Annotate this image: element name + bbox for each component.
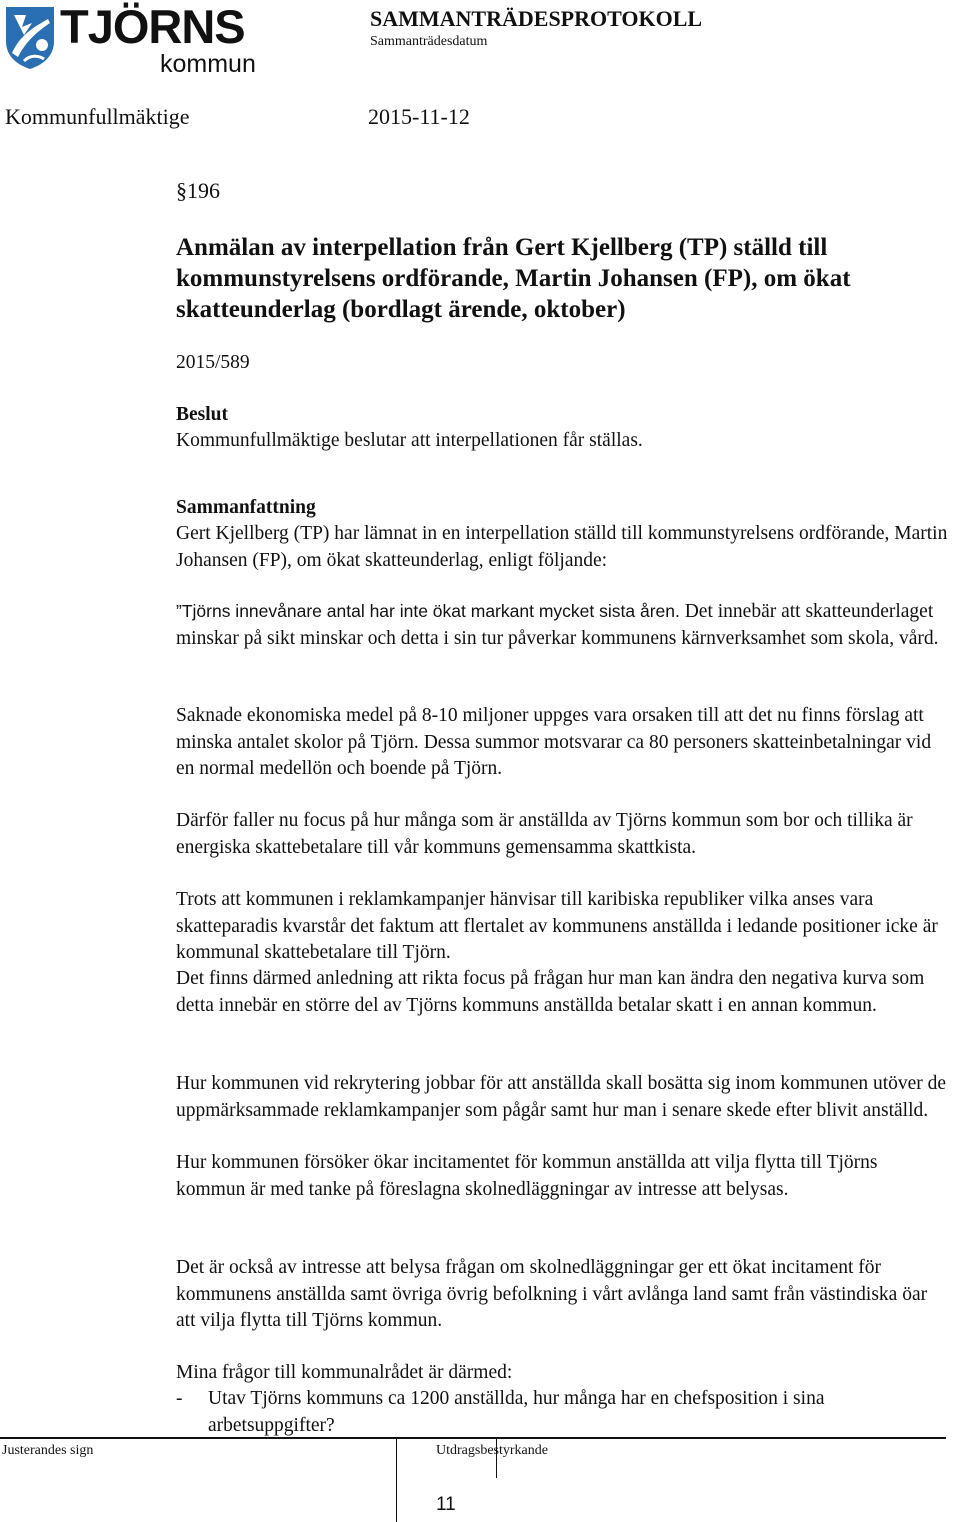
- case-number: 2015/589: [176, 352, 250, 373]
- decision-heading: Beslut: [176, 404, 229, 425]
- decision-text: Kommunfullmäktige beslutar att interpellationen får ställas.: [176, 430, 643, 451]
- footer-rule: [0, 1437, 946, 1439]
- meeting-date: 2015-11-12: [368, 104, 470, 129]
- summary-heading: Sammanfattning: [176, 497, 316, 518]
- quote-paragraph-3: Därför faller nu focus på hur många som är anställda av Tjörns kommun som bor och tillika är energiska skattebetalare till vår kommuns gemensamma skattkista.: [176, 810, 913, 858]
- quote-paragraph-8: Det är också av intresse att belysa frågan om skolnedläggningar ger ett ökat incitament för kommunens anställda samt övriga övrig befolkning i vårt avlånga land samt från västindiska öar att vilja flytta till Tjörns kommun.: [176, 1257, 928, 1331]
- list-dash: -: [176, 1388, 183, 1409]
- quote-p2b: Dessa summor motsvarar ca 80 personers skatteinbetalningar vid en normal medellön och boende på Tjörn.: [176, 731, 932, 779]
- quote-p2a: Saknade ekonomiska medel på 8-10 miljoner uppges vara orsaken till att det nu finns förslag att minska antalet skolor på Tjörn.: [176, 705, 924, 753]
- page-number: 11: [436, 1494, 456, 1515]
- coat-of-arms-icon: [4, 5, 56, 71]
- case-title: Anmälan av interpellation från Gert Kjellberg (TP) ställd till kommunstyrelsens ordförande, Martin Johansen (FP), om ökat skatteunderlag (bordlagt ärende, oktober): [176, 234, 851, 323]
- questions-heading: Mina frågor till kommunalrådet är därmed:: [176, 1362, 513, 1383]
- quote-paragraph-4: Trots att kommunen i reklamkampanjer hänvisar till karibiska republiker vilka anses vara skatteparadis kvarstår det faktum att flertalet av kommunens anställda i ledande positioner icke är kommunal skattebetalare till Tjörn.: [176, 889, 938, 963]
- question-text: Utav Tjörns kommuns ca 1200 anställda, hur många har en chefsposition i sina arbetsuppgifter?: [208, 1388, 825, 1436]
- signature-label: Justerandes sign: [2, 1443, 94, 1458]
- quote-intro-sans: ”Tjörns innevånare antal har inte ökat markant mycket sista åren.: [176, 601, 680, 621]
- quote-paragraph-2: [176, 703, 951, 783]
- quote-paragraph-1: [176, 598, 951, 652]
- meeting-body: Kommunfullmäktige: [5, 104, 190, 129]
- paragraph-number: §196: [176, 178, 220, 203]
- quote-paragraph-6: Hur kommunen vid rekrytering jobbar för att anställda skall bosätta sig inom kommunen utöver de uppmärksammade reklamkampanjer som pågår samt hur man i senare skede efter blivit anställd.: [176, 1073, 947, 1121]
- quote-paragraph-7: Hur kommunen försöker ökar incitamentet för kommun anställda att vilja flytta till Tjörns kommun är med tanke på föreslagna skolnedläggningar av intresse att belysas.: [176, 1152, 878, 1200]
- question-item: [176, 1386, 948, 1439]
- quote-intro-rest: Det innebär att skatteunderlaget minskar på sikt minskar och detta i sin tur påverkar kommunens kärnverksamhet som skola, vård.: [176, 601, 939, 649]
- extract-certification-label: Utdragsbestyrkande: [436, 1443, 548, 1458]
- summary-text: Gert Kjellberg (TP) har lämnat in en interpellation ställd till kommunstyrelsens ordförande, Martin Johansen (FP), om ökat skatteunderlag, enligt följande:: [176, 523, 948, 571]
- document-date-label: Sammanträdesdatum: [370, 34, 488, 49]
- document-type: SAMMANTRÄDESPROTOKOLL: [370, 6, 703, 31]
- org-name: TJÖRNS: [60, 0, 245, 53]
- paragraph-number-value: 196: [187, 178, 220, 203]
- org-subtitle: kommun: [160, 50, 256, 78]
- quote-paragraph-5: Det finns därmed anledning att rikta focus på frågan hur man kan ändra den negativa kurva som detta innebär en större del av Tjörns kommuns anställda betalar skatt i en annan kommun.: [176, 968, 925, 1016]
- footer-divider: [396, 1438, 397, 1522]
